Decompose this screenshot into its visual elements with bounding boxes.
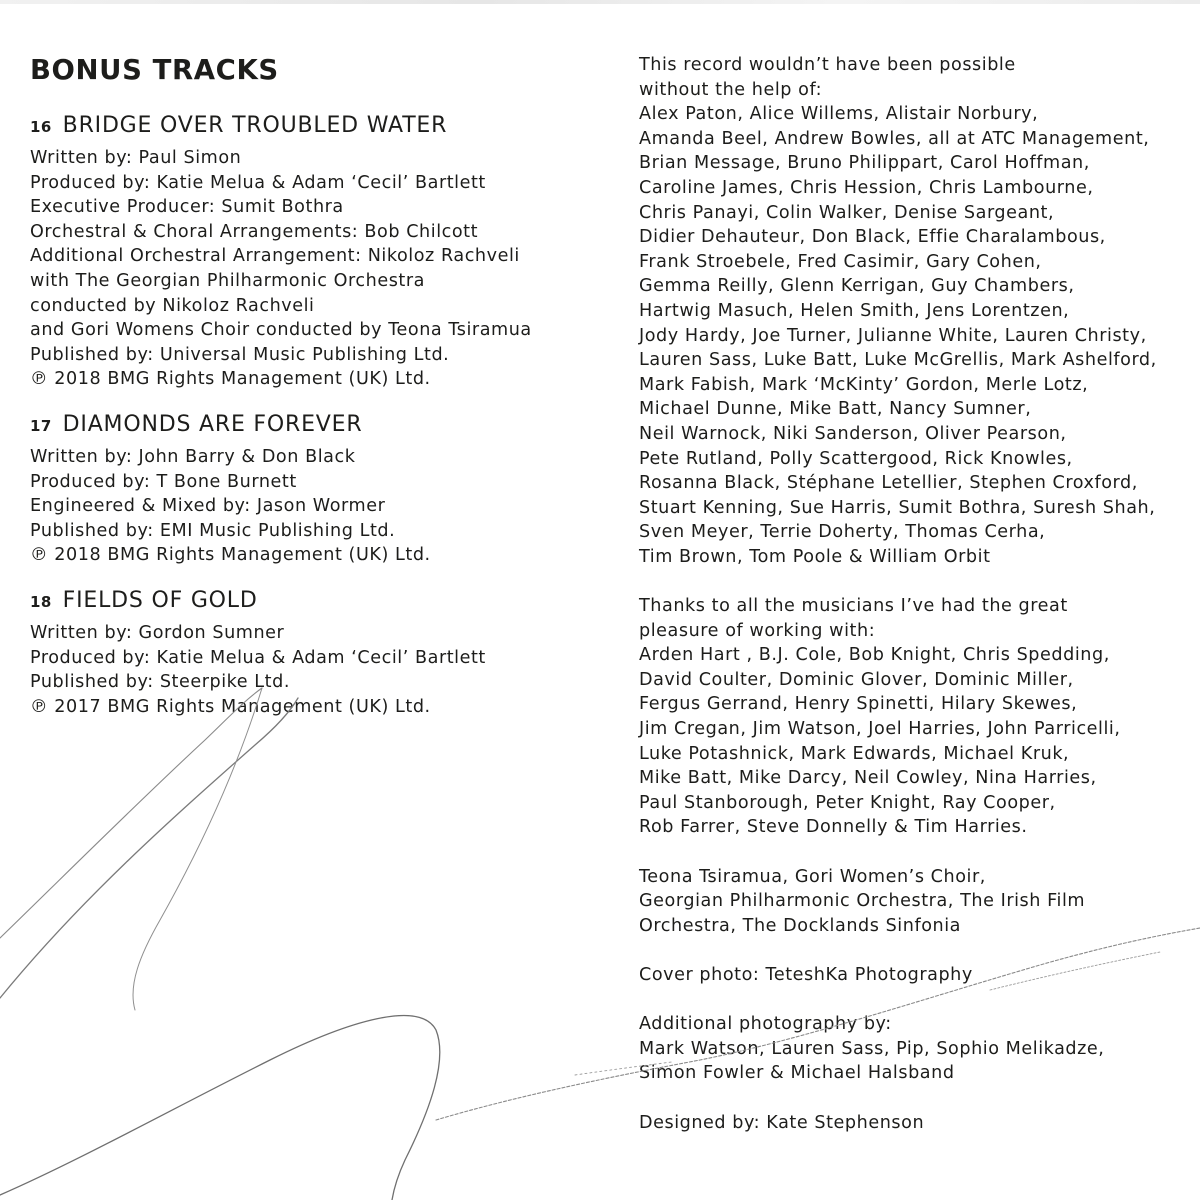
musicians-line: Luke Potashnick, Mark Edwards, Michael Kruk, (639, 743, 1070, 764)
credit-line: Produced by: Katie Melua & Adam ‘Cecil’ Bartlett (30, 172, 486, 193)
credit-line: Published by: Universal Music Publishing Ltd. (30, 344, 450, 365)
thanks-name-line: Brian Message, Bruno Philippart, Carol Hoffman, (639, 153, 1090, 174)
credit-line: Produced by: Katie Melua & Adam ‘Cecil’ Bartlett (30, 647, 486, 668)
thanks-name-line: Stuart Kenning, Sue Harris, Sumit Bothra, Suresh Shah, (639, 497, 1156, 518)
thanks-name-line: Jody Hardy, Joe Turner, Julianne White, Lauren Christy, (639, 325, 1147, 346)
photography-line: Additional photography by: (639, 1014, 892, 1035)
photography-line: Mark Watson, Lauren Sass, Pip, Sophio Melikadze, (639, 1038, 1105, 1059)
thanks-name-line: Frank Stroebele, Fred Casimir, Gary Cohen, (639, 251, 1042, 272)
cover-photo-credit: Cover photo: TeteshKa Photography (639, 964, 973, 985)
designer-paragraph (639, 1111, 1194, 1136)
musicians-line: pleasure of working with: (639, 620, 876, 641)
musicians-line: David Coulter, Dominic Glover, Dominic Miller, (639, 669, 1074, 690)
track-17 (30, 411, 590, 568)
designer-credit: Designed by: Kate Stephenson (639, 1112, 925, 1133)
thanks-name-line: Michael Dunne, Mike Batt, Nancy Sumner, (639, 399, 1032, 420)
track-number: 18 (30, 592, 52, 611)
credit-line: Orchestral & Choral Arrangements: Bob Chilcott (30, 221, 479, 242)
musicians-line: Fergus Gerrand, Henry Spinetti, Hilary Skewes, (639, 694, 1078, 715)
copyright-line: ℗ 2018 BMG Rights Management (UK) Ltd. (30, 369, 431, 390)
credit-line: conducted by Nikoloz Rachveli (30, 295, 315, 316)
credit-line: Published by: Steerpike Ltd. (30, 672, 290, 693)
track-heading (30, 112, 590, 146)
credit-line: Engineered & Mixed by: Jason Wormer (30, 496, 386, 517)
musicians-line: Rob Farrer, Steve Donnelly & Tim Harries. (639, 817, 1028, 838)
cover-photo-paragraph (639, 963, 1194, 988)
credit-line: Written by: John Barry & Don Black (30, 446, 356, 467)
copyright-line: ℗ 2018 BMG Rights Management (UK) Ltd. (30, 545, 431, 566)
credit-line: Published by: EMI Music Publishing Ltd. (30, 520, 396, 541)
thanks-name-line: Neil Warnock, Niki Sanderson, Oliver Pearson, (639, 423, 1067, 444)
credit-line: Written by: Paul Simon (30, 148, 242, 168)
page-top-edge (0, 0, 1200, 4)
thanks-intro-line: without the help of: (639, 79, 823, 100)
bonus-tracks-column (30, 52, 590, 731)
musicians-line: Mike Batt, Mike Darcy, Neil Cowley, Nina Harries, (639, 768, 1097, 789)
thanks-name-line: Tim Brown, Tom Poole & William Orbit (639, 546, 991, 567)
signature-stroke (133, 688, 262, 1010)
track-18 (30, 587, 590, 719)
musicians-line: Jim Cregan, Jim Watson, Joel Harries, John Parricelli, (639, 719, 1121, 740)
thanks-name-line: Lauren Sass, Luke Batt, Luke McGrellis, Mark Ashelford, (639, 350, 1157, 371)
photography-line: Simon Fowler & Michael Halsband (639, 1063, 955, 1084)
musicians-paragraph (639, 594, 1194, 840)
thanks-name-line: Amanda Beel, Andrew Bowles, all at ATC Management, (639, 128, 1150, 149)
track-number: 17 (30, 416, 52, 435)
credits-column (639, 53, 1194, 1160)
ensembles-line: Teona Tsiramua, Gori Women’s Choir, (639, 866, 986, 887)
credit-line: and Gori Womens Choir conducted by Teona Tsiramua (30, 320, 532, 341)
signature-stroke (0, 1016, 440, 1200)
thanks-paragraph (639, 53, 1194, 569)
track-16 (30, 112, 590, 392)
section-title: BONUS TRACKS (30, 54, 279, 86)
thanks-name-line: Sven Meyer, Terrie Doherty, Thomas Cerha, (639, 522, 1046, 543)
thanks-name-line: Mark Fabish, Mark ‘McKinty’ Gordon, Merle Lotz, (639, 374, 1089, 395)
thanks-name-line: Gemma Reilly, Glenn Kerrigan, Guy Chambers, (639, 276, 1075, 297)
signature-stroke (0, 698, 298, 998)
track-title: FIELDS OF GOLD (62, 587, 258, 613)
musicians-line: Thanks to all the musicians I’ve had the great (639, 596, 1068, 617)
credit-line: Executive Producer: Sumit Bothra (30, 197, 344, 218)
thanks-name-line: Rosanna Black, Stéphane Letellier, Stephen Croxford, (639, 473, 1138, 494)
copyright-line: ℗ 2017 BMG Rights Management (UK) Ltd. (30, 696, 431, 717)
thanks-name-line: Chris Panayi, Colin Walker, Denise Sargeant, (639, 202, 1055, 223)
thanks-name-line: Alex Paton, Alice Willems, Alistair Norbury, (639, 104, 1039, 125)
photography-paragraph (639, 1012, 1194, 1086)
track-heading (30, 587, 590, 621)
ensembles-line: Orchestra, The Docklands Sinfonia (639, 915, 961, 936)
thanks-intro-line: This record wouldn’t have been possible (639, 55, 1016, 75)
thanks-name-line: Pete Rutland, Polly Scattergood, Rick Knowles, (639, 448, 1073, 469)
track-number: 16 (30, 118, 52, 136)
ensembles-paragraph (639, 865, 1194, 939)
credit-line: with The Georgian Philharmonic Orchestra (30, 270, 425, 291)
thanks-name-line: Caroline James, Chris Hession, Chris Lambourne, (639, 177, 1094, 198)
musicians-line: Arden Hart , B.J. Cole, Bob Knight, Chris Spedding, (639, 645, 1110, 666)
track-title: BRIDGE OVER TROUBLED WATER (62, 113, 448, 138)
thanks-name-line: Hartwig Masuch, Helen Smith, Jens Lorentzen, (639, 300, 1070, 321)
ensembles-line: Georgian Philharmonic Orchestra, The Irish Film (639, 891, 1086, 912)
credit-line: Written by: Gordon Sumner (30, 622, 285, 643)
credit-line: Produced by: T Bone Burnett (30, 471, 297, 492)
track-title: DIAMONDS ARE FOREVER (62, 411, 363, 437)
track-heading (30, 411, 590, 445)
musicians-line: Paul Stanborough, Peter Knight, Ray Cooper, (639, 792, 1056, 813)
credit-line: Additional Orchestral Arrangement: Nikoloz Rachveli (30, 246, 520, 267)
thanks-name-line: Didier Dehauteur, Don Black, Effie Charalambous, (639, 227, 1106, 248)
